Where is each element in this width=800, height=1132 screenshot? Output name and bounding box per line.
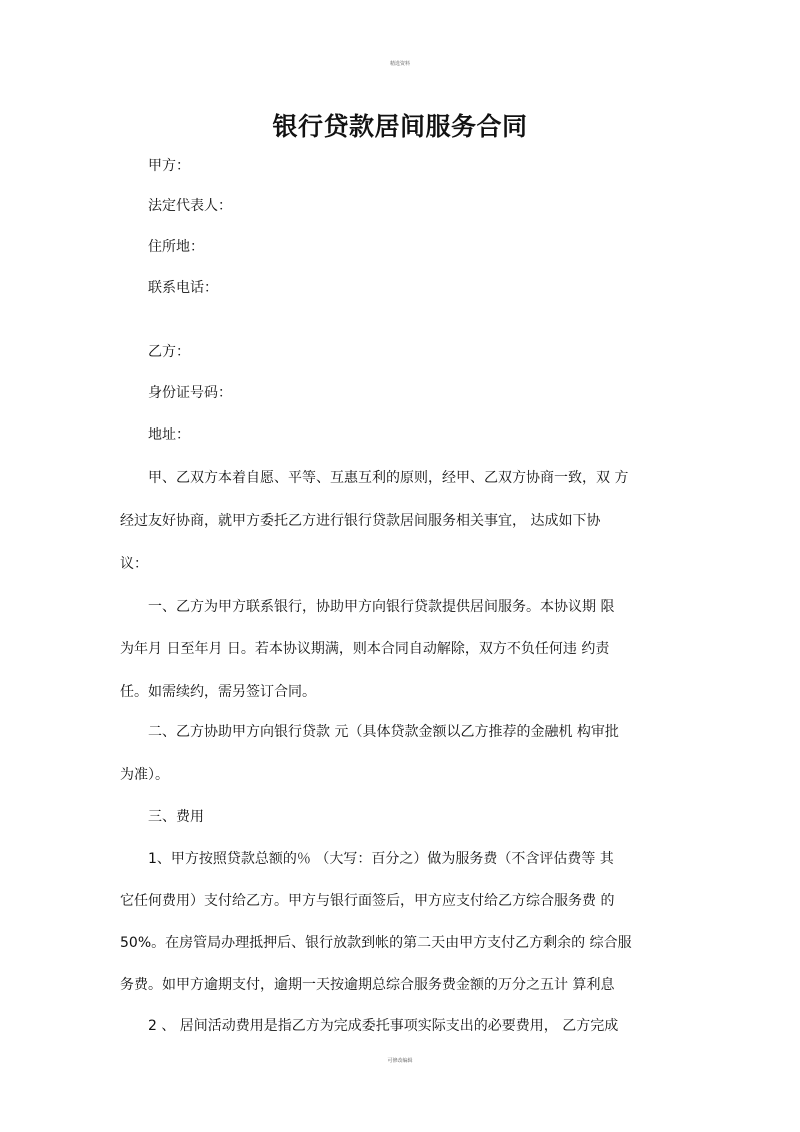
- party-b-label: 乙方：: [148, 344, 190, 360]
- party-a-phone-label: 联系电话：: [148, 280, 218, 296]
- document-title: 银行贷款居间服务合同: [272, 112, 528, 141]
- clause-2-line: 二、乙方协助甲方向银行贷款 元（具体贷款金额以乙方推荐的金融机 构审批: [148, 724, 619, 740]
- party-b-id-label: 身份证号码：: [148, 385, 232, 401]
- party-b-address-label: 地址：: [148, 427, 190, 443]
- clause-1-line: 任。如需续约，需另签订合同。: [120, 684, 316, 700]
- preamble-line: 议：: [120, 556, 148, 572]
- preamble-line: 经过友好协商，就甲方委托乙方进行银行贷款居间服务相关事宜， 达成如下协: [120, 513, 601, 529]
- clause-1-line: 一、乙方为甲方联系银行，协助甲方向银行贷款提供居间服务。本协议期 限: [148, 599, 615, 615]
- page-header-mark: 精选资料: [389, 61, 410, 67]
- clause-1-line: 为年月 日至年月 日。若本协议期满，则本合同自动解除，双方不负任何违 约责: [120, 641, 610, 657]
- party-a-label: 甲方：: [148, 158, 190, 174]
- clause-3-1-line: 务费。如甲方逾期支付，逾期一天按逾期总综合服务费金额的万分之五计 算利息: [120, 977, 615, 993]
- preamble-line: 甲、乙双方本着自愿、平等、互惠互利的原则，经甲、乙双方协商一致，双 方: [148, 470, 629, 486]
- clause-3-1-line: 它任何费用）支付给乙方。甲方与银行面签后，甲方应支付给乙方综合服务费 的: [120, 893, 615, 909]
- page-footer-mark: 可修改编辑: [387, 1058, 413, 1064]
- clause-3-heading: 三、费用: [148, 809, 204, 825]
- clause-3-2-line: 2 、 居间活动费用是指乙方为完成委托事项实际支出的必要费用， 乙方完成: [148, 1018, 619, 1034]
- clause-2-line: 为准）。: [120, 767, 169, 783]
- party-a-legal-rep-label: 法定代表人：: [148, 198, 232, 214]
- clause-3-1-line: 1、甲方按照贷款总额的％ （大写：百分之）做为服务费（不含评估费等 其: [148, 851, 614, 867]
- party-a-address-label: 住所地：: [148, 239, 204, 255]
- clause-3-1-line: 50%。在房管局办理抵押后、银行放款到帐的第二天由甲方支付乙方剩余的 综合服: [120, 935, 632, 951]
